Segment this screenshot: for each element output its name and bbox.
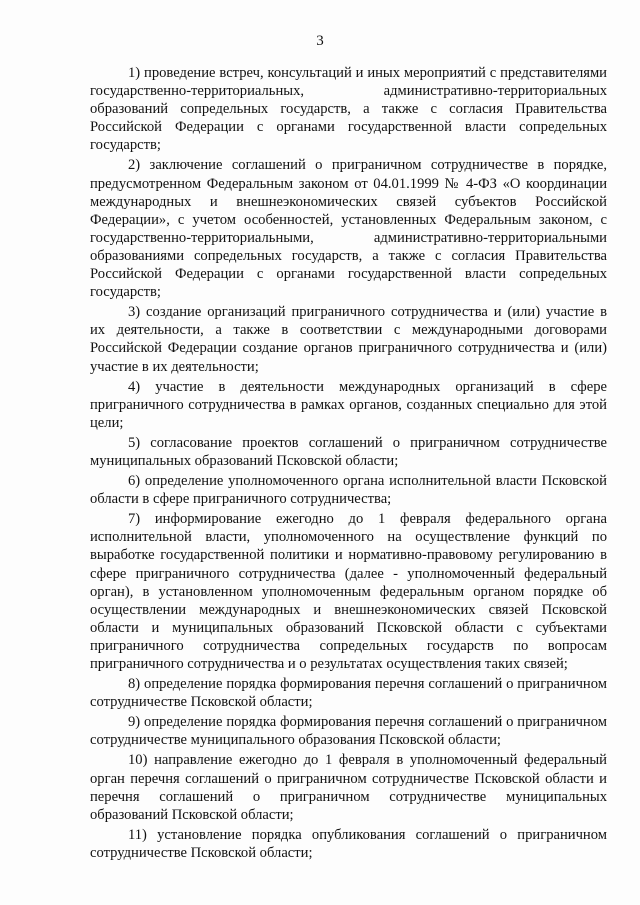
list-item-11: 11) установление порядка опубликования соглашений о приграничном сотрудничестве Псковской области; [90, 826, 607, 861]
list-item-4: 4) участие в деятельности международных организаций в сфере приграничного сотрудничества в рамках органов, созданных специально для этой цели; [90, 378, 607, 431]
document-body [90, 64, 607, 864]
page-number: 3 [316, 33, 324, 49]
list-item-7: 7) информирование ежегодно до 1 февраля федерального органа исполнительной власти, уполномоченного на осуществление функций по выработке государственной политики и нормативно-правовому регулированию в сфере приграничного сотрудничества (далее - уполномоченный федеральный орган), в установленном уполномоченным федеральным органом порядке об осуществлении международных и внешнеэкономических связей Псковской области и муниципальных образований Псковской области с субъектами приграничного сотрудничества сопредельных государств по вопросам приграничного сотрудничества и о результатах осуществления таких связей; [90, 511, 607, 672]
list-item-8: 8) определение порядка формирования перечня соглашений о приграничном сотрудничестве Псковской области; [90, 676, 607, 711]
list-item-6: 6) определение уполномоченного органа исполнительной власти Псковской области в сфере приграничного сотрудничества; [90, 473, 607, 508]
list-item-9: 9) определение порядка формирования перечня соглашений о приграничном сотрудничестве муниципального образования Псковской области; [90, 714, 607, 749]
list-item-10: 10) направление ежегодно до 1 февраля в уполномоченный федеральный орган перечня соглашений о приграничном сотрудничестве Псковской области и перечня соглашений о приграничном сотрудничестве муниципальных образований Псковской области; [90, 752, 607, 823]
list-item-1: 1) проведение встреч, консультаций и иных мероприятий с представителями государственно-территориальных, административно-территориальных образований сопредельных государств, а также с согласия Правительства Российской Федерации с органами государственной власти сопредельных государств; [90, 65, 607, 154]
list-item-2: 2) заключение соглашений о приграничном сотрудничестве в порядке, предусмотренном Федеральным законом от 04.01.1999 № 4-ФЗ «О координации международных и внешнеэкономических связей субъектов Российской Федерации», с учетом особенностей, установленных Федеральным законом, с государственно-территориальными, административно-территориальными образованиями сопредельных государств, а также с согласия Правительства Российской Федерации с органами государственной власти сопредельных государств; [90, 157, 607, 301]
list-item-3: 3) создание организаций приграничного сотрудничества и (или) участие в их деятельности, а также в соответствии с международными договорами Российской Федерации создание органов приграничного сотрудничества и (или) участие в их деятельности; [90, 304, 607, 375]
list-item-5: 5) согласование проектов соглашений о приграничном сотрудничестве муниципальных образований Псковской области; [90, 434, 607, 469]
